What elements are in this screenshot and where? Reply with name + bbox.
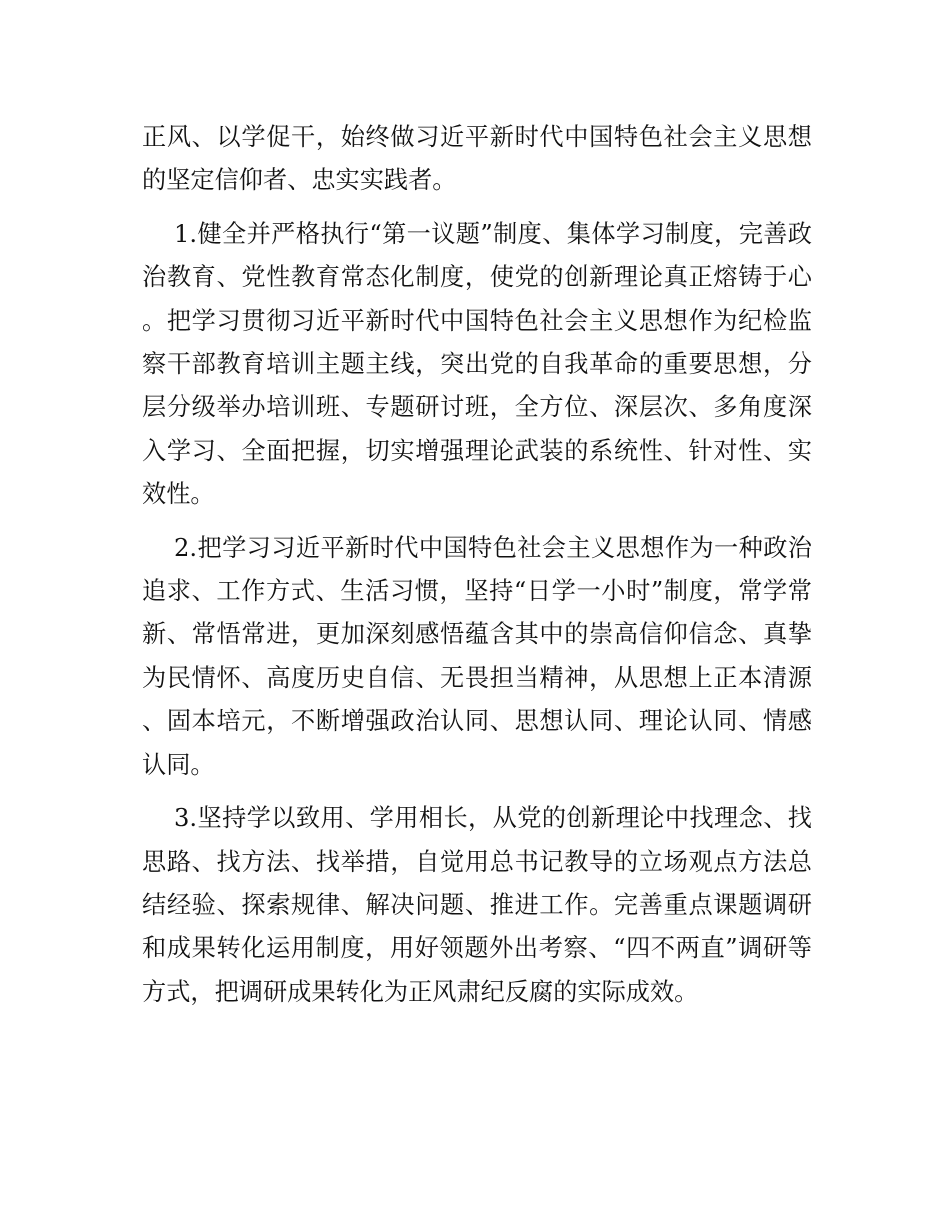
paragraph-item-1: 1.健全并严格执行“第一议题”制度、集体学习制度，完善政治教育、党性教育常态化制度，使党的创新理论真正熔铸于心。把学习贯彻习近平新时代中国特色社会主义思想作为纪检监察干部教育培训主题主线，突出党的自我革命的重要思想，分层分级举办培训班、专题研讨班，全方位、深层次、多角度深入学习、全面把握，切实增强理论武装的系统性、针对性、实效性。 [142, 219, 812, 509]
paragraph-item-3: 3.坚持学以致用、学用相长，从党的创新理论中找理念、找思路、找方法、找举措，自觉用总书记教导的立场观点方法总结经验、探索规律、解决问题、推进工作。完善重点课题调研和成果转化运用制度，用好领题外出考察、“四不两直”调研等方式，把调研成果转化为正风肃纪反腐的实际成效。 [142, 804, 812, 1006]
paragraph-item-2: 2.把学习习近平新时代中国特色社会主义思想作为一种政治追求、工作方式、生活习惯，坚持“日学一小时”制度，常学常新、常悟常进，更加深刻感悟蕴含其中的崇高信仰信念、真挚为民情怀、高度历史自信、无畏担当精神，从思想上正本清源、固本培元，不断增强政治认同、思想认同、理论认同、情感认同。 [142, 533, 812, 779]
paragraph-continuation: 正风、以学促干，始终做习近平新时代中国特色社会主义思想的坚定信仰者、忠实实践者。 [142, 123, 812, 195]
document-body [142, 116, 812, 1024]
